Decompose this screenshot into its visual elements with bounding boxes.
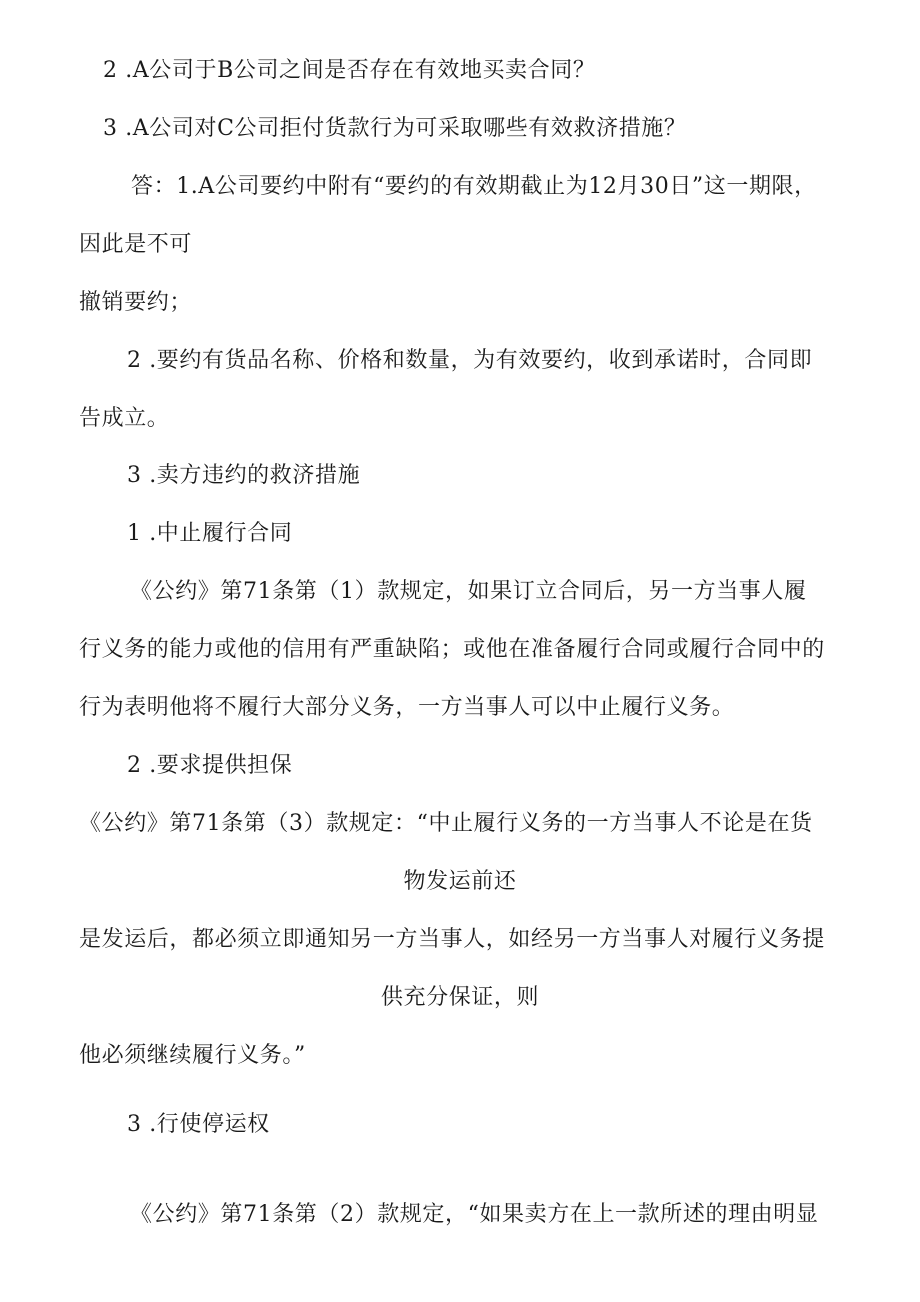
remedy-2-para-line-1: 《公约》第71条第（3）款规定：“中止履行义务的一方当事人不论是在货 — [79, 811, 813, 836]
remedy-2-heading: 2 .要求提供担保 — [127, 753, 293, 778]
remedy-2-para-line-2: 物发运前还 — [403, 869, 517, 894]
remedy-2-para-line-3: 是发运后，都必须立即通知另一方当事人，如经另一方当事人对履行义务提 — [79, 927, 825, 952]
answer-2-line-1: 2 .要约有货品名称、价格和数量，为有效要约，收到承诺时，合同即 — [127, 348, 813, 373]
question-2: 2 .A公司于B公司之间是否存在有效地买卖合同？ — [103, 58, 596, 83]
remedy-2-para-line-5: 他必须继续履行义务。” — [79, 1043, 306, 1068]
answer-1-line-3: 撤销要约； — [79, 290, 193, 315]
remedy-3-heading: 3 .行使停运权 — [127, 1112, 270, 1137]
remedy-1-para-line-1: 《公约》第71条第（1）款规定，如果订立合同后，另一方当事人履 — [130, 579, 807, 604]
answer-1-line-2: 因此是不可 — [79, 232, 193, 257]
remedy-1-para-line-3: 行为表明他将不履行大部分义务，一方当事人可以中止履行义务。 — [79, 695, 735, 720]
question-3: 3 .A公司对C公司拒付货款行为可采取哪些有效救济措施？ — [103, 116, 687, 141]
answer-1-line-1: 答：1.A公司要约中附有“要约的有效期截止为12月30日”这一期限， — [131, 174, 817, 199]
remedy-1-para-line-2: 行义务的能力或他的信用有严重缺陷；或他在准备履行合同或履行合同中的 — [79, 637, 825, 662]
remedy-2-para-line-4: 供充分保证，则 — [380, 985, 540, 1010]
remedy-1-heading: 1 .中止履行合同 — [127, 521, 293, 546]
remedy-3-para-line-1: 《公约》第71条第（2）款规定，“如果卖方在上一款所述的理由明显 — [130, 1202, 819, 1227]
answer-2-line-2: 告成立。 — [79, 406, 170, 431]
answer-3-heading: 3 .卖方违约的救济措施 — [127, 463, 361, 488]
